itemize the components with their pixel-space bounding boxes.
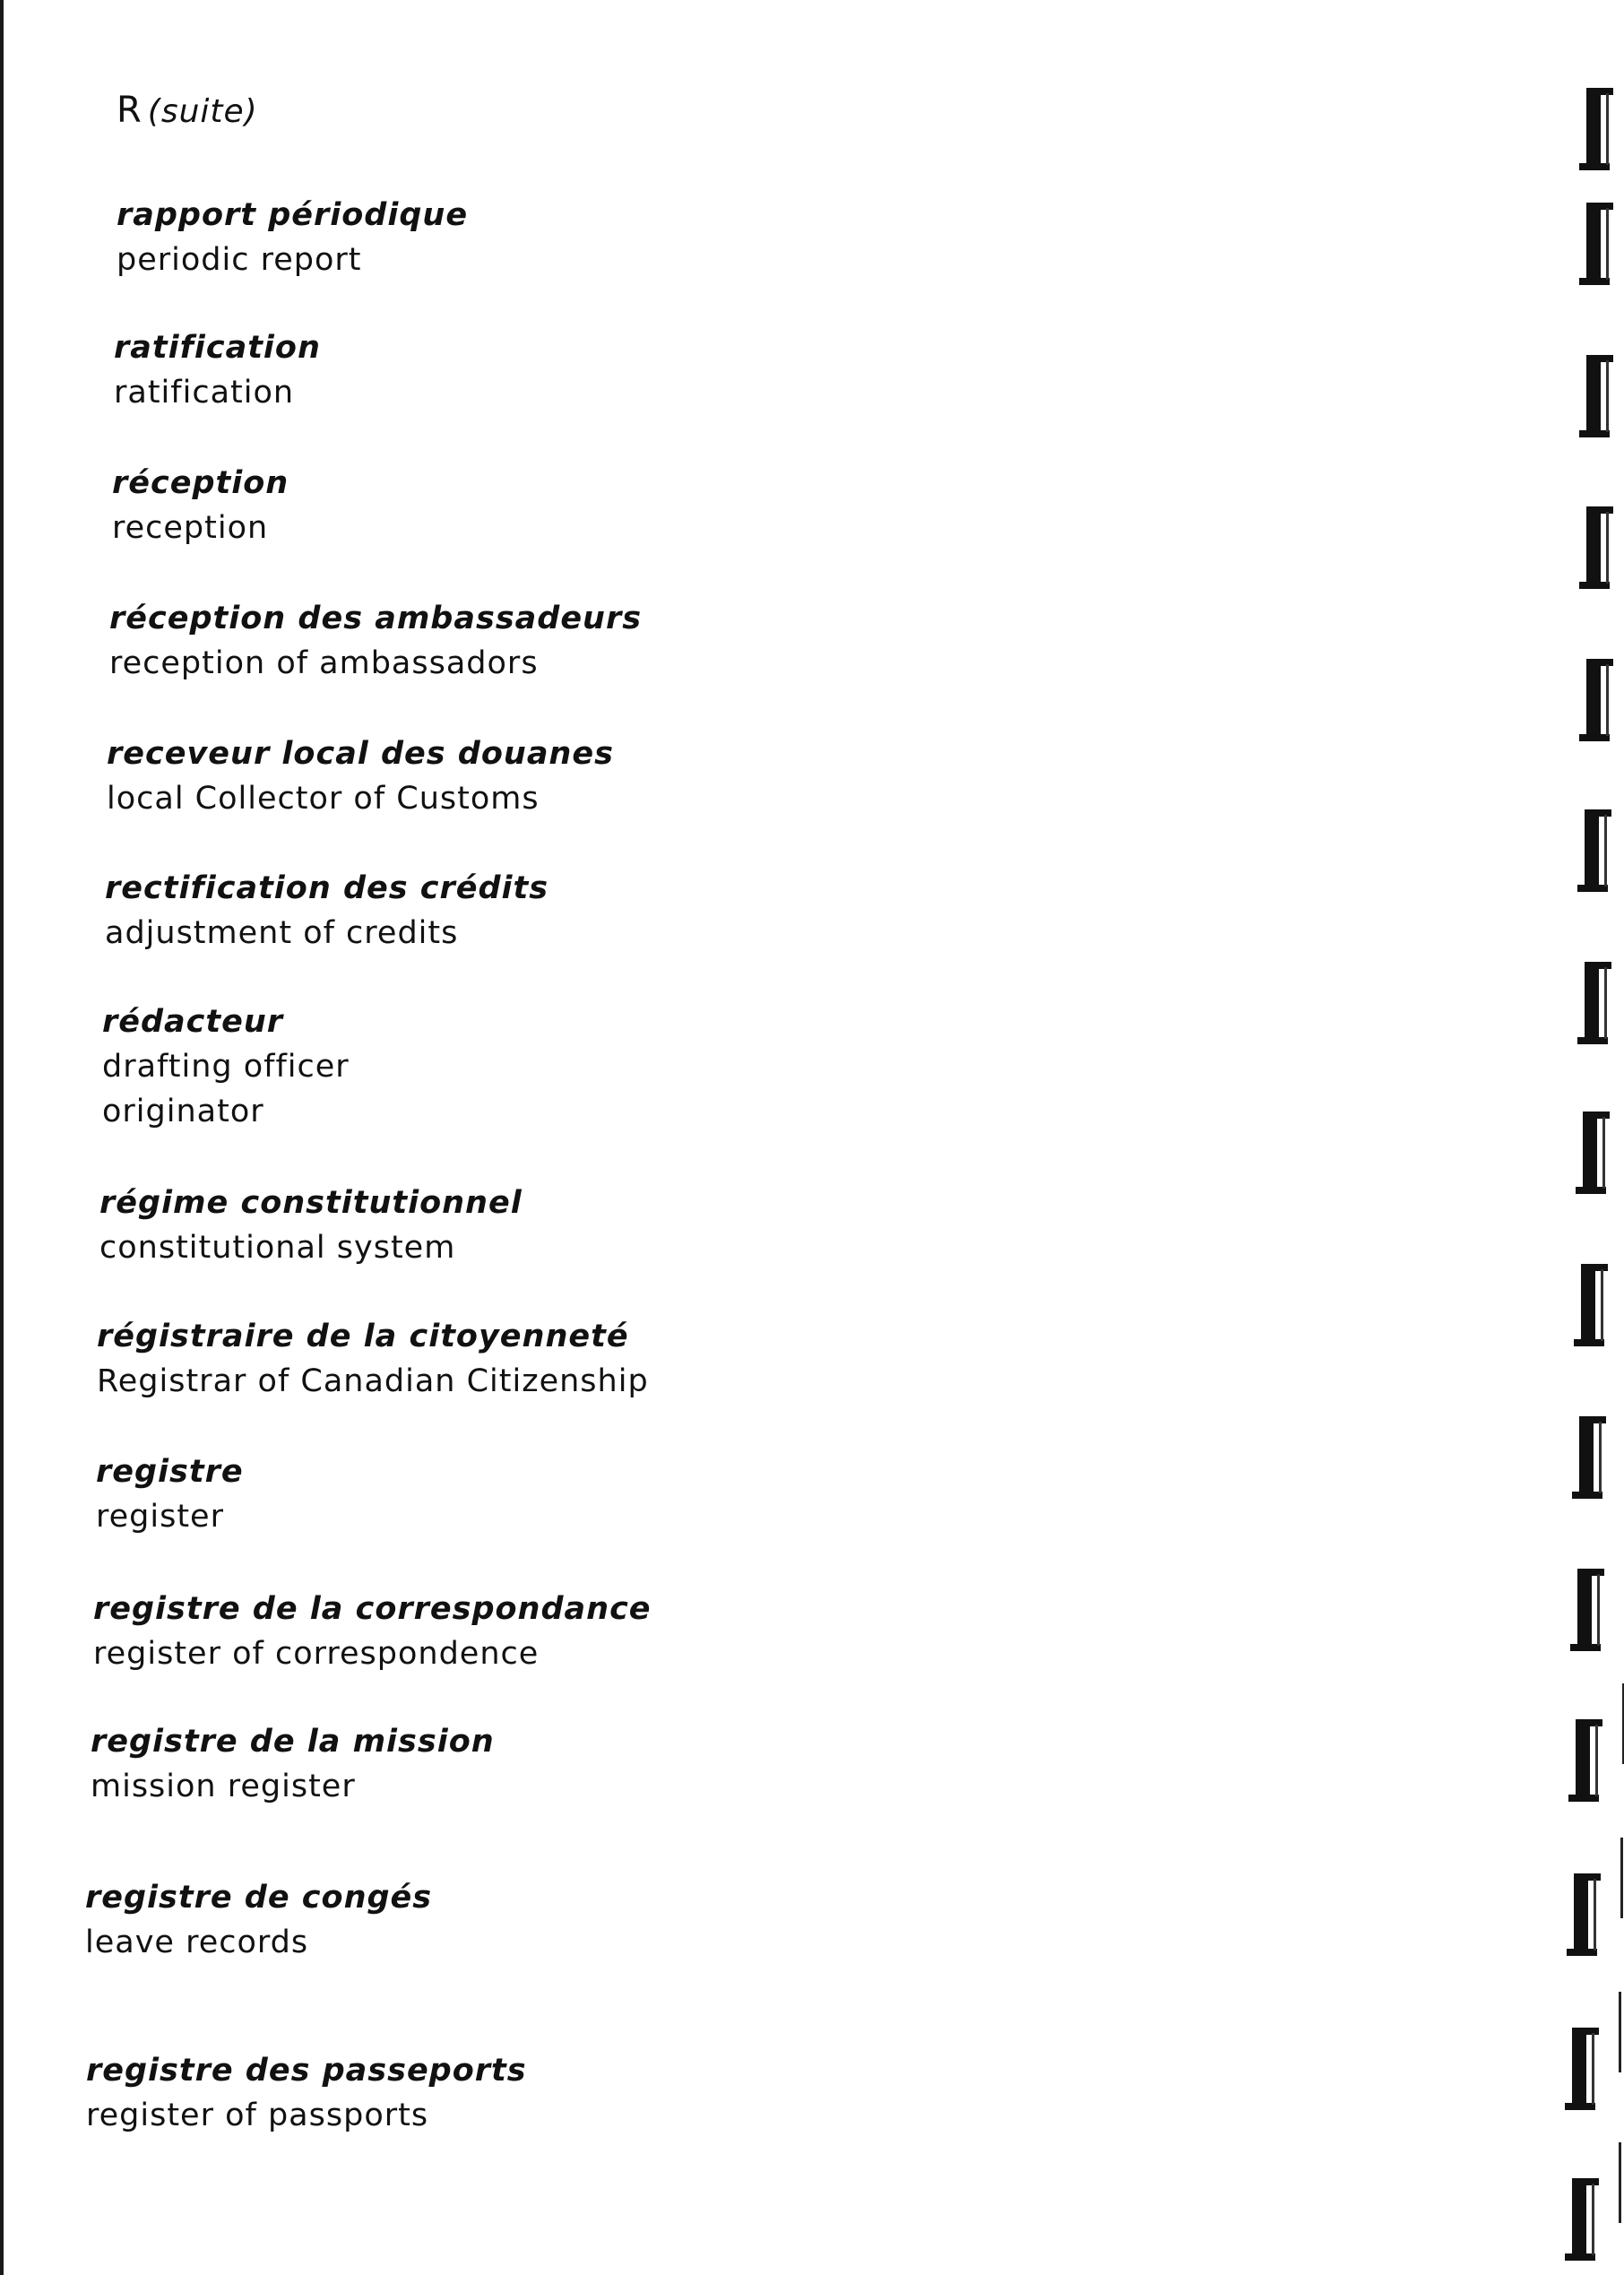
- english-term: register of correspondence: [93, 1636, 540, 1672]
- french-term: réception des ambassadeurs: [109, 601, 643, 636]
- binding-ring-icon: [1579, 355, 1624, 445]
- spiral-binding: [1561, 0, 1624, 2275]
- french-term: régime constitutionnel: [99, 1185, 523, 1221]
- french-term: registre de la correspondance: [93, 1591, 652, 1627]
- french-term: ratification: [114, 330, 321, 366]
- english-term: Registrar of Canadian Citizenship: [97, 1363, 649, 1399]
- english-term: reception: [112, 510, 269, 546]
- binding-ring-icon: [1567, 1873, 1624, 1963]
- page-left-edge: [0, 0, 4, 2275]
- french-term: registre de la mission: [91, 1724, 495, 1760]
- english-term: register: [96, 1499, 224, 1535]
- binding-ring-icon: [1579, 506, 1624, 596]
- binding-ring-icon: [1565, 2028, 1624, 2117]
- english-term: drafting officer: [102, 1049, 350, 1085]
- glossary-entry: [107, 731, 614, 821]
- english-term: mission register: [91, 1769, 356, 1804]
- section-letter: R: [117, 90, 143, 131]
- page-title: [117, 90, 258, 131]
- glossary-entry: [102, 999, 350, 1134]
- glossary-entry: [93, 1587, 652, 1676]
- english-term: ratification: [114, 375, 295, 411]
- french-term: registre: [96, 1454, 244, 1490]
- english-term: adjustment of credits: [105, 915, 459, 951]
- english-term: register of passports: [86, 2098, 429, 2133]
- glossary-entry: [109, 596, 642, 686]
- binding-ring-icon: [1579, 659, 1624, 748]
- binding-ring-icon: [1577, 962, 1624, 1051]
- section-suite: (suite): [147, 93, 258, 130]
- french-term: registre des passeports: [86, 2053, 527, 2089]
- english-term: periodic report: [117, 242, 362, 278]
- english-term: leave records: [85, 1925, 309, 1960]
- glossary-entry: [86, 2048, 527, 2138]
- binding-ring-icon: [1576, 1112, 1624, 1201]
- glossary-entry: [85, 1875, 432, 1965]
- french-term: rectification des crédits: [105, 870, 549, 906]
- glossary-entry: [96, 1449, 244, 1539]
- glossary-entry: [97, 1314, 649, 1404]
- english-term: local Collector of Customs: [107, 781, 540, 817]
- french-term: receveur local des douanes: [107, 736, 614, 772]
- glossary-entry: [99, 1181, 523, 1270]
- glossary-entry: [105, 866, 549, 956]
- binding-ring-icon: [1565, 2178, 1624, 2268]
- binding-ring-icon: [1579, 88, 1624, 177]
- french-term: rédacteur: [102, 1004, 284, 1040]
- english-term: originator: [102, 1094, 264, 1129]
- binding-ring-icon: [1579, 203, 1624, 292]
- french-term: rapport périodique: [117, 197, 469, 233]
- binding-ring-icon: [1577, 809, 1624, 899]
- binding-ring-icon: [1574, 1264, 1624, 1354]
- binding-ring-icon: [1568, 1719, 1624, 1809]
- english-term: reception of ambassadors: [109, 645, 539, 681]
- binding-ring-icon: [1570, 1569, 1624, 1658]
- french-term: réception: [112, 465, 289, 501]
- glossary-entry: [91, 1719, 495, 1809]
- glossary-entry: [114, 325, 321, 415]
- glossary-entry: [117, 193, 468, 282]
- glossary-entry: [112, 461, 289, 550]
- french-term: registre de congés: [85, 1880, 433, 1916]
- french-term: régistraire de la citoyenneté: [97, 1319, 629, 1354]
- binding-ring-icon: [1572, 1416, 1624, 1506]
- english-term: constitutional system: [99, 1230, 456, 1266]
